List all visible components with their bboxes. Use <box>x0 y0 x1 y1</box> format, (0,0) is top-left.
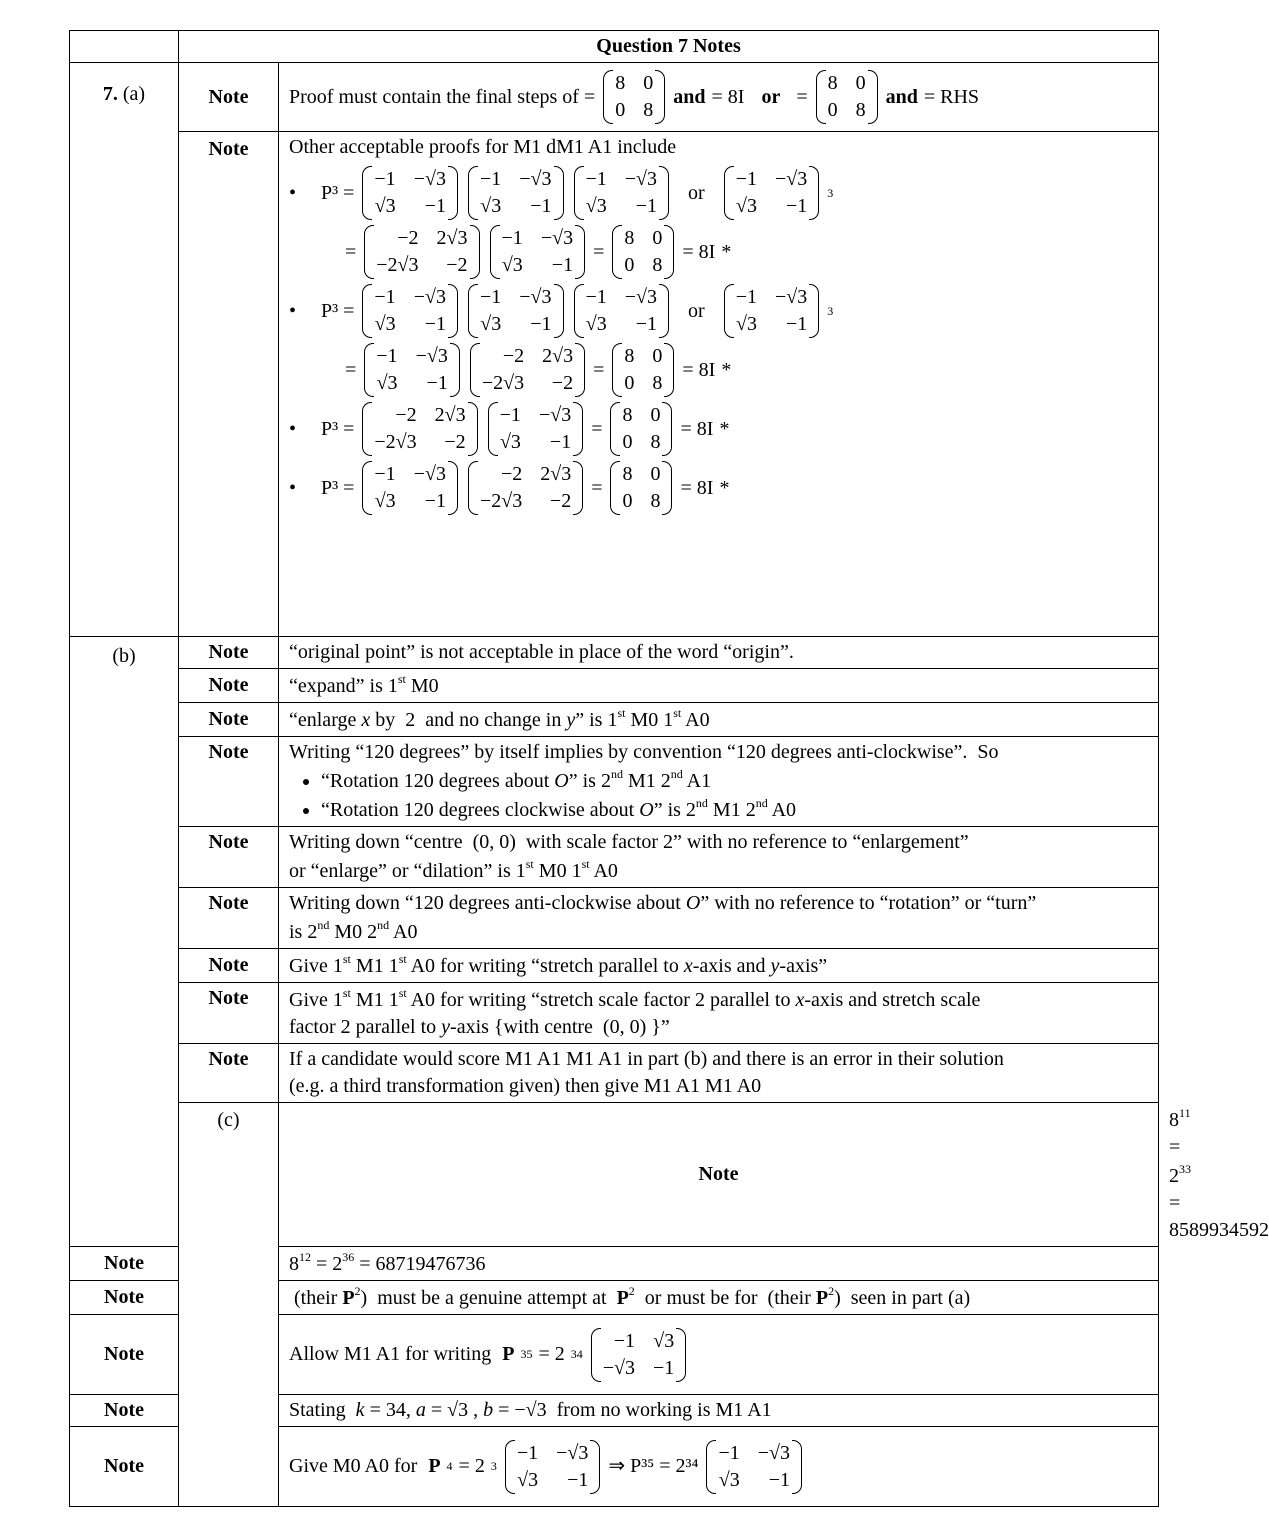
part-a-label <box>70 63 179 637</box>
matrix-p: −1 −√3 √3 −1 <box>490 225 586 279</box>
note-b9: If a candidate would score M1 A1 M1 A1 in part (b) and there is an error in their solution (e.g. a third transformation given) then give M1 A1 M1 A0 <box>279 1044 1159 1103</box>
note-c2: $8^{12} = 2^{36} = 68719476736$ <box>279 1247 1159 1281</box>
table-title: Question 7 Notes <box>179 31 1159 63</box>
alternative-proofs: • P³ = −1 −√3 √3 −1 −1 −√3 √3 −1 −1 −√3 √3 −1 or −1 −√3 √3 −1 3 = −2 2√3 −2√3 −2 −1 −√3 √3 −1 = 8 0 0 8 = 8I * • P³ = −1 −√3 √3 −1 −1 −√3 √3 −1 −1 −√3 √3 −1 or −1 −√3 √3 −1 3 = −1 −√3 √3 −1 −2 2√3 −2√3 −2 = 8 0 0 8 = 8I * • P³ = −2 2√3 −2√3 −2 −1 −√3 √3 −1 = 8 0 0 8 = 8I * • P³ = −1 −√3 √3 −1 −2 2√3 −2√3 −2 = 8 0 0 8 = 8I * <box>289 166 1148 515</box>
matrix-p: −1 −√3 √3 −1 <box>468 284 564 338</box>
note-label: Note <box>179 949 279 983</box>
note-a2 <box>279 132 1159 637</box>
matrix-p: −1 −√3 √3 −1 <box>468 166 564 220</box>
matrix-8i-b: 8 0 0 8 <box>816 70 878 124</box>
note-b3: “enlarge x by 2 and no change in y” is 1st M0 1st A0 <box>279 703 1159 737</box>
note-b2: “expand” is 1st M0 <box>279 669 1159 703</box>
matrix-8i: 8 0 0 8 <box>603 70 665 124</box>
matrix-p-squared: −2 2√3 −2√3 −2 <box>470 343 585 397</box>
matrix-p-transpose: −1 √3 −√3 −1 <box>591 1328 687 1382</box>
note-label: Note <box>179 888 279 949</box>
notes-table: Question 7 Notes 7. (a) Note Proof must contain the final steps of = 8 0 0 8 and = 8I or = 8 0 0 8 and = RHS Note Other acceptable proofs for M1 dM1 A1 include • P³ = −1 −√3 √3 −1 −1 −√3 √3 −1 −1 −√3 √3 −1 or −1 −√3 √3 −1 3 = −2 2√3 −2√3 −2 −1 −√3 √3 −1 = 8 0 0 8 = 8I * • P³ = −1 −√3 √3 −1 −1 −√3 √3 −1 −1 −√3 √3 −1 or −1 −√3 √3 −1 3 = −1 −√3 √3 −1 −2 2√3 −2√3 −2 = 8 0 0 8 = 8I * • P³ = −2 2√3 −2√3 −2 −1 −√3 √3 −1 = 8 0 0 8 = 8I * • P³ = −1 −√3 √3 −1 −2 2√3 −2√3 −2 = 8 0 0 8 = 8I * (b) Note “original point” is not acceptable in place of the word “origin”. Note “expand” is 1st M0 Note “enlarge x by 2 and no change in y” is 1st M0 1st A0 Note Writing “120 degrees” by itself implies by convention “120 degrees anti-clockwise”. So • “Rotation 120 degrees about O” is 2nd M1 2nd A1 • “Rotation 120 degrees clockwise about O” is 2nd M1 2nd A0 Note Writing down “centre (0, 0) with scale factor 2” with no reference to “enlargement” or “enlarge” or “dilation” is 1st M0 1st A0 Note Writing down “120 degrees anti-clockwise about O” with no reference to “rotation” or “turn” is 2nd M0 2nd A0 Note Give 1st M1 1st A0 for writing “stretch parallel to x-axis and y-axis” Note Give 1st M1 1st A0 for writing “stretch scale factor 2 parallel to x-axis and stretch scale factor 2 parallel to y-axis {with centre (0, 0) }” Note If a candidate would score M1 A1 M1 A1 in part (b) and there is an error in their solution (e.g. a third transformation given) then give M1 A1 M1 A0 (c) Note $8^{11} = 2^{33} = 8589934592$ Note $8^{12} = 2^{36} = 68719476736$ Note (their $P^2$) must be a genuine attempt at $P^2$ or must be for (their $P^2$) seen in part (a) Note Allow M1 A1 for writing P 35 = 2 34 −1 √3 −√3 −1 Note Stating k = 34, a = √3 , b = −√3 from no working is M1 A1 Note Give M0 A0 for P 4 = 2 3 −1 −√3 √3 −1 ⇒ P³⁵ = 2³⁴ −1 −√3 √3 −1 <box>69 30 1159 1507</box>
note-a1-text: Proof must contain the final steps of = <box>289 85 596 108</box>
matrix-p-squared: −2 2√3 −2√3 −2 <box>468 461 583 515</box>
note-c5: Stating k = 34, a = √3 , b = −√3 from no working is M1 A1 <box>279 1395 1159 1427</box>
matrix-8i: 8 0 0 8 <box>612 343 674 397</box>
note-label: Note <box>70 1395 179 1427</box>
eight-i: = 8I <box>711 85 745 108</box>
matrix-p: −1 −√3 √3 −1 <box>706 1440 802 1494</box>
note-label: Note <box>179 637 279 669</box>
matrix-p: −1 −√3 √3 −1 <box>364 343 460 397</box>
matrix-p: −1 −√3 √3 −1 <box>574 284 670 338</box>
note-label: Note <box>179 63 279 132</box>
note-label: Note <box>279 1103 1159 1247</box>
note-label: Note <box>70 1247 179 1281</box>
note-label: Note <box>179 132 279 637</box>
matrix-p: −1 −√3 √3 −1 <box>362 461 458 515</box>
note-c6: Give M0 A0 for P 4 = 2 3 −1 −√3 √3 −1 ⇒ P³⁵ = 2³⁴ −1 −√3 √3 −1 <box>279 1427 1159 1507</box>
note-c3: (their $P^2$) must be a genuine attempt at $P^2$ or must be for (their $P^2$) seen in part (a) <box>279 1281 1159 1315</box>
matrix-p: −1 −√3 √3 −1 <box>505 1440 601 1494</box>
implies-arrow: ⇒ P³⁵ = 2³⁴ <box>608 1455 699 1477</box>
note-label: Note <box>179 827 279 888</box>
note-b6: Writing down “120 degrees anti-clockwise about O” with no reference to “rotation” or “turn” is 2nd M0 2nd A0 <box>279 888 1159 949</box>
matrix-p: −1 −√3 √3 −1 <box>362 166 458 220</box>
matrix-p-squared: −2 2√3 −2√3 −2 <box>364 225 479 279</box>
matrix-p: −1 −√3 √3 −1 <box>488 402 584 456</box>
note-label: Note <box>179 669 279 703</box>
note-b7: Give 1st M1 1st A0 for writing “stretch parallel to x-axis and y-axis” <box>279 949 1159 983</box>
note-a2-text: Other acceptable proofs for M1 dM1 A1 include <box>289 136 677 158</box>
note-b5: Writing down “centre (0, 0) with scale factor 2” with no reference to “enlargement” or “enlarge” or “dilation” is 1st M0 1st A0 <box>279 827 1159 888</box>
note-c4: Allow M1 A1 for writing P 35 = 2 34 −1 √3 −√3 −1 <box>279 1315 1159 1395</box>
note-label: Note <box>70 1427 179 1507</box>
part-a-text: (a) <box>122 83 146 105</box>
list-item: • “Rotation 120 degrees clockwise about O” is 2nd M1 2nd A0 <box>321 795 1148 824</box>
matrix-p-squared: −2 2√3 −2√3 −2 <box>362 402 477 456</box>
matrix-8i: 8 0 0 8 <box>610 461 672 515</box>
matrix-8i: 8 0 0 8 <box>610 402 672 456</box>
note-label: Note <box>70 1281 179 1315</box>
note-b8: Give 1st M1 1st A0 for writing “stretch scale factor 2 parallel to x-axis and stretch scale factor 2 parallel to y-axis {with centre (0, 0) }” <box>279 983 1159 1044</box>
matrix-p: −1 −√3 √3 −1 <box>362 284 458 338</box>
question-number: 7. <box>102 83 118 105</box>
note-label: Note <box>179 983 279 1044</box>
matrix-p: −1 −√3 √3 −1 <box>724 284 820 338</box>
part-b-label: (b) <box>70 637 179 1247</box>
note-label: Note <box>179 703 279 737</box>
note-b4: Writing “120 degrees” by itself implies by convention “120 degrees anti-clockwise”. So • “Rotation 120 degrees about O” is 2nd M1 2nd A1 • “Rotation 120 degrees clockwise about O” is 2nd M1 2nd A0 <box>279 737 1159 827</box>
list-item: • “Rotation 120 degrees about O” is 2nd M1 2nd A1 <box>321 766 1148 795</box>
note-a1: Proof must contain the final steps of = 8 0 0 8 and = 8I or = 8 0 0 8 and = RHS <box>279 63 1159 132</box>
note-label: Note <box>179 737 279 827</box>
note-label: Note <box>179 1044 279 1103</box>
matrix-8i: 8 0 0 8 <box>612 225 674 279</box>
part-c-label: (c) <box>179 1103 279 1507</box>
rhs: = RHS <box>923 85 980 108</box>
note-label: Note <box>70 1315 179 1395</box>
matrix-p: −1 −√3 √3 −1 <box>724 166 820 220</box>
matrix-p: −1 −√3 √3 −1 <box>574 166 670 220</box>
header-blank-cell <box>70 31 179 63</box>
note-b1: “original point” is not acceptable in place of the word “origin”. <box>279 637 1159 669</box>
